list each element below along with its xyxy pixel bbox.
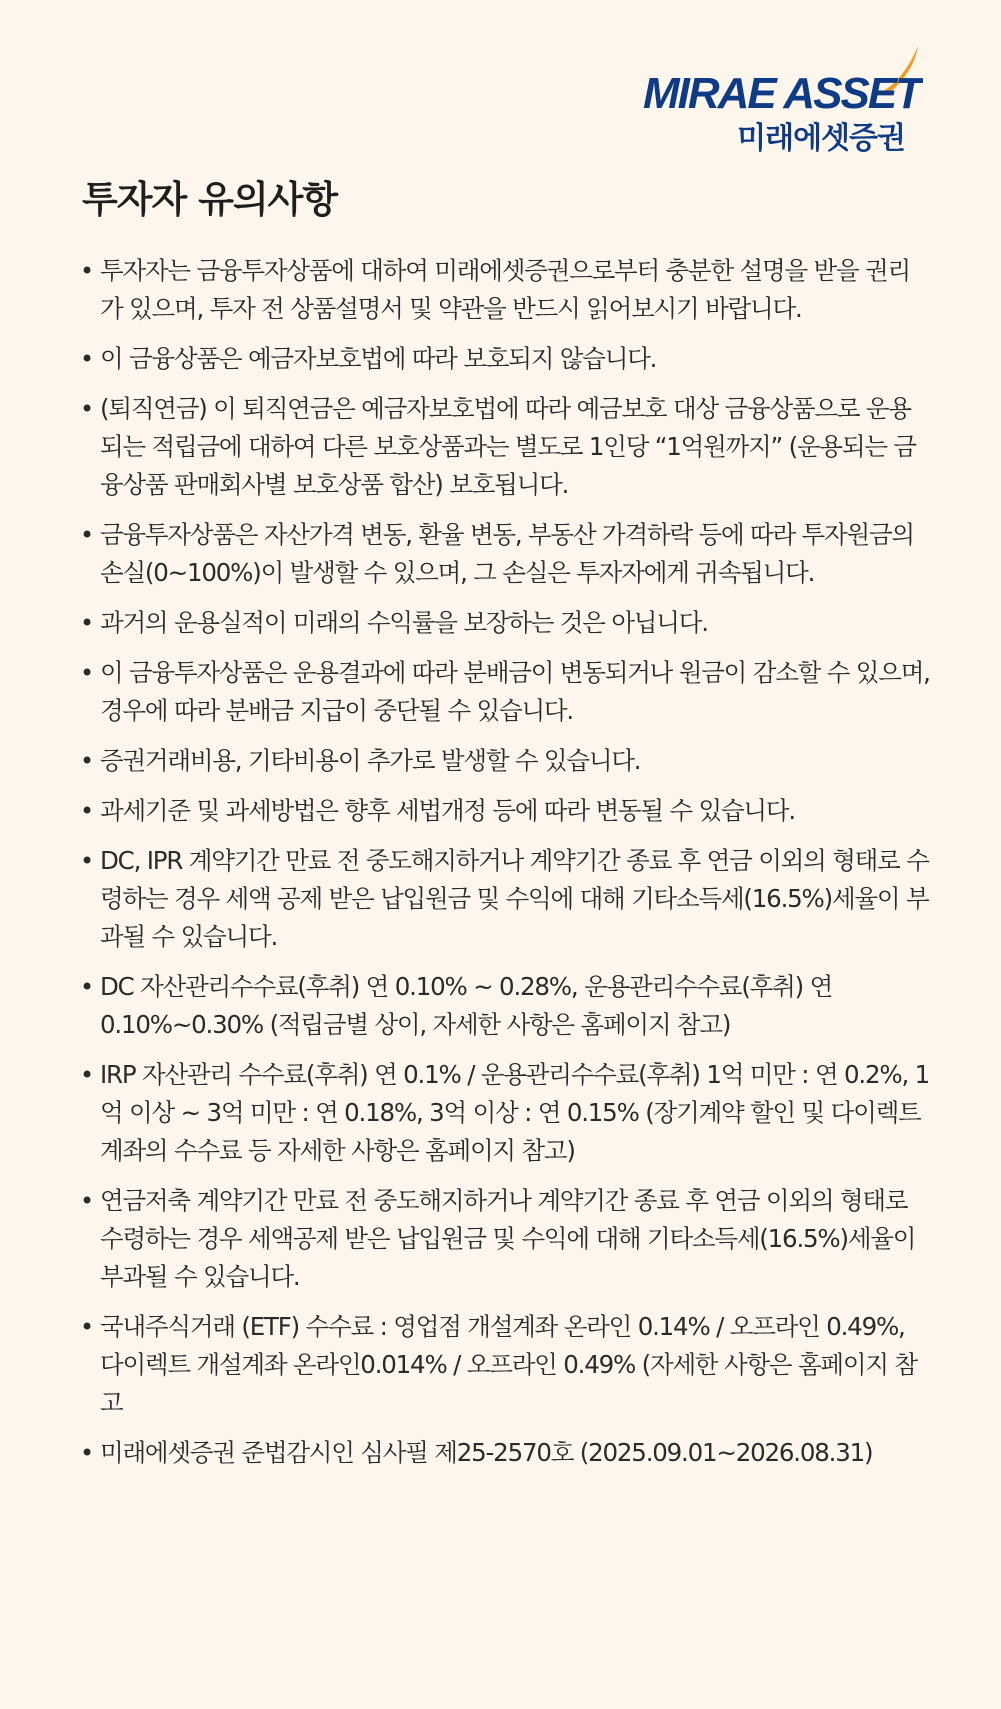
bullet-icon: • bbox=[80, 973, 93, 1001]
notice-item bbox=[80, 1308, 930, 1422]
notice-text: 이 금융투자상품은 운용결과에 따라 분배금이 변동되거나 원금이 감소할 수 있으며, 경우에 따라 분배금 지급이 중단될 수 있습니다. bbox=[100, 658, 930, 725]
bullet-icon: • bbox=[80, 1061, 93, 1089]
notice-text: 증권거래비용, 기타비용이 추가로 발생할 수 있습니다. bbox=[100, 746, 641, 775]
notice-item bbox=[80, 604, 930, 642]
bullet-icon: • bbox=[80, 609, 93, 637]
mirae-asset-logo-icon bbox=[633, 42, 923, 157]
logo-english-wordmark: MIRAE ASSET bbox=[643, 69, 921, 118]
notice-item bbox=[80, 968, 930, 1044]
notice-item bbox=[80, 516, 930, 592]
bullet-icon: • bbox=[80, 659, 93, 687]
notice-text: 이 금융상품은 예금자보호법에 따라 보호되지 않습니다. bbox=[100, 344, 657, 373]
bullet-icon: • bbox=[80, 797, 93, 825]
bullet-icon: • bbox=[80, 847, 93, 875]
notice-text: 투자자는 금융투자상품에 대하여 미래에셋증권으로부터 충분한 설명을 받을 권리가 있으며, 투자 전 상품설명서 및 약관을 반드시 읽어보시기 바랍니다. bbox=[100, 256, 910, 323]
notice-item bbox=[80, 340, 930, 378]
notice-item bbox=[80, 1182, 930, 1296]
notice-text: DC, IPR 계약기간 만료 전 중도해지하거나 계약기간 종료 후 연금 이외의 형태로 수령하는 경우 세액 공제 받은 납입원금 및 수익에 대해 기타소득세(16.5%)세율이 부과될 수 있습니다. bbox=[100, 846, 929, 951]
notice-text: 과세기준 및 과세방법은 향후 세법개정 등에 따라 변동될 수 있습니다. bbox=[100, 796, 795, 825]
notice-item bbox=[80, 742, 930, 780]
brand-logo bbox=[633, 42, 923, 157]
bullet-icon: • bbox=[80, 521, 93, 549]
notice-item bbox=[80, 842, 930, 956]
notice-item bbox=[80, 1056, 930, 1170]
logo-korean-wordmark: 미래에셋증권 bbox=[737, 121, 905, 156]
page-title: 투자자 유의사항 bbox=[82, 178, 338, 221]
bullet-icon: • bbox=[80, 257, 93, 285]
bullet-icon: • bbox=[80, 747, 93, 775]
bullet-icon: • bbox=[80, 345, 93, 373]
notice-item bbox=[80, 654, 930, 730]
notice-text: (퇴직연금) 이 퇴직연금은 예금자보호법에 따라 예금보호 대상 금융상품으로 운용되는 적립금에 대하여 다른 보호상품과는 별도로 1인당 “1억원까지” (운용되는 금융상품 판매회사별 보호상품 합산) 보호됩니다. bbox=[100, 394, 916, 499]
notice-text: 과거의 운용실적이 미래의 수익률을 보장하는 것은 아닙니다. bbox=[100, 608, 708, 637]
notice-item bbox=[80, 390, 930, 504]
notice-text: 금융투자상품은 자산가격 변동, 환율 변동, 부동산 가격하락 등에 따라 투자원금의 손실(0~100%)이 발생할 수 있으며, 그 손실은 투자자에게 귀속됩니다. bbox=[100, 520, 914, 587]
notice-item bbox=[80, 252, 930, 328]
notice-text: DC 자산관리수수료(후취) 연 0.10% ~ 0.28%, 운용관리수수료(후취) 연 0.10%~0.30% (적립금별 상이, 자세한 사항은 홈페이지 참고) bbox=[100, 972, 833, 1039]
bullet-icon: • bbox=[80, 1313, 93, 1341]
notice-text: 국내주식거래 (ETF) 수수료 : 영업점 개설계좌 온라인 0.14% / 오프라인 0.49%, 다이렉트 개설계좌 온라인0.014% / 오프라인 0.49% (자세한 사항은 홈페이지 참고 bbox=[100, 1312, 917, 1417]
notice-item bbox=[80, 1434, 930, 1472]
notice-text: IRP 자산관리 수수료(후취) 연 0.1% / 운용관리수수료(후취) 1억 미만 : 연 0.2%, 1억 이상 ~ 3억 미만 : 연 0.18%, 3억 이상 : 연 0.15% (장기계약 할인 및 다이렉트계좌의 수수료 등 자세한 사항은 홈페이지 참고) bbox=[100, 1060, 930, 1165]
notice-item bbox=[80, 792, 930, 830]
notice-list bbox=[80, 252, 930, 1484]
bullet-icon: • bbox=[80, 1439, 93, 1467]
notice-text: 연금저축 계약기간 만료 전 중도해지하거나 계약기간 종료 후 연금 이외의 형태로 수령하는 경우 세액공제 받은 납입원금 및 수익에 대해 기타소득세(16.5%)세율이 부과될 수 있습니다. bbox=[100, 1186, 916, 1291]
notice-text: 미래에셋증권 준법감시인 심사필 제25-2570호 (2025.09.01~2026.08.31) bbox=[100, 1438, 873, 1467]
bullet-icon: • bbox=[80, 1187, 93, 1215]
bullet-icon: • bbox=[80, 395, 93, 423]
